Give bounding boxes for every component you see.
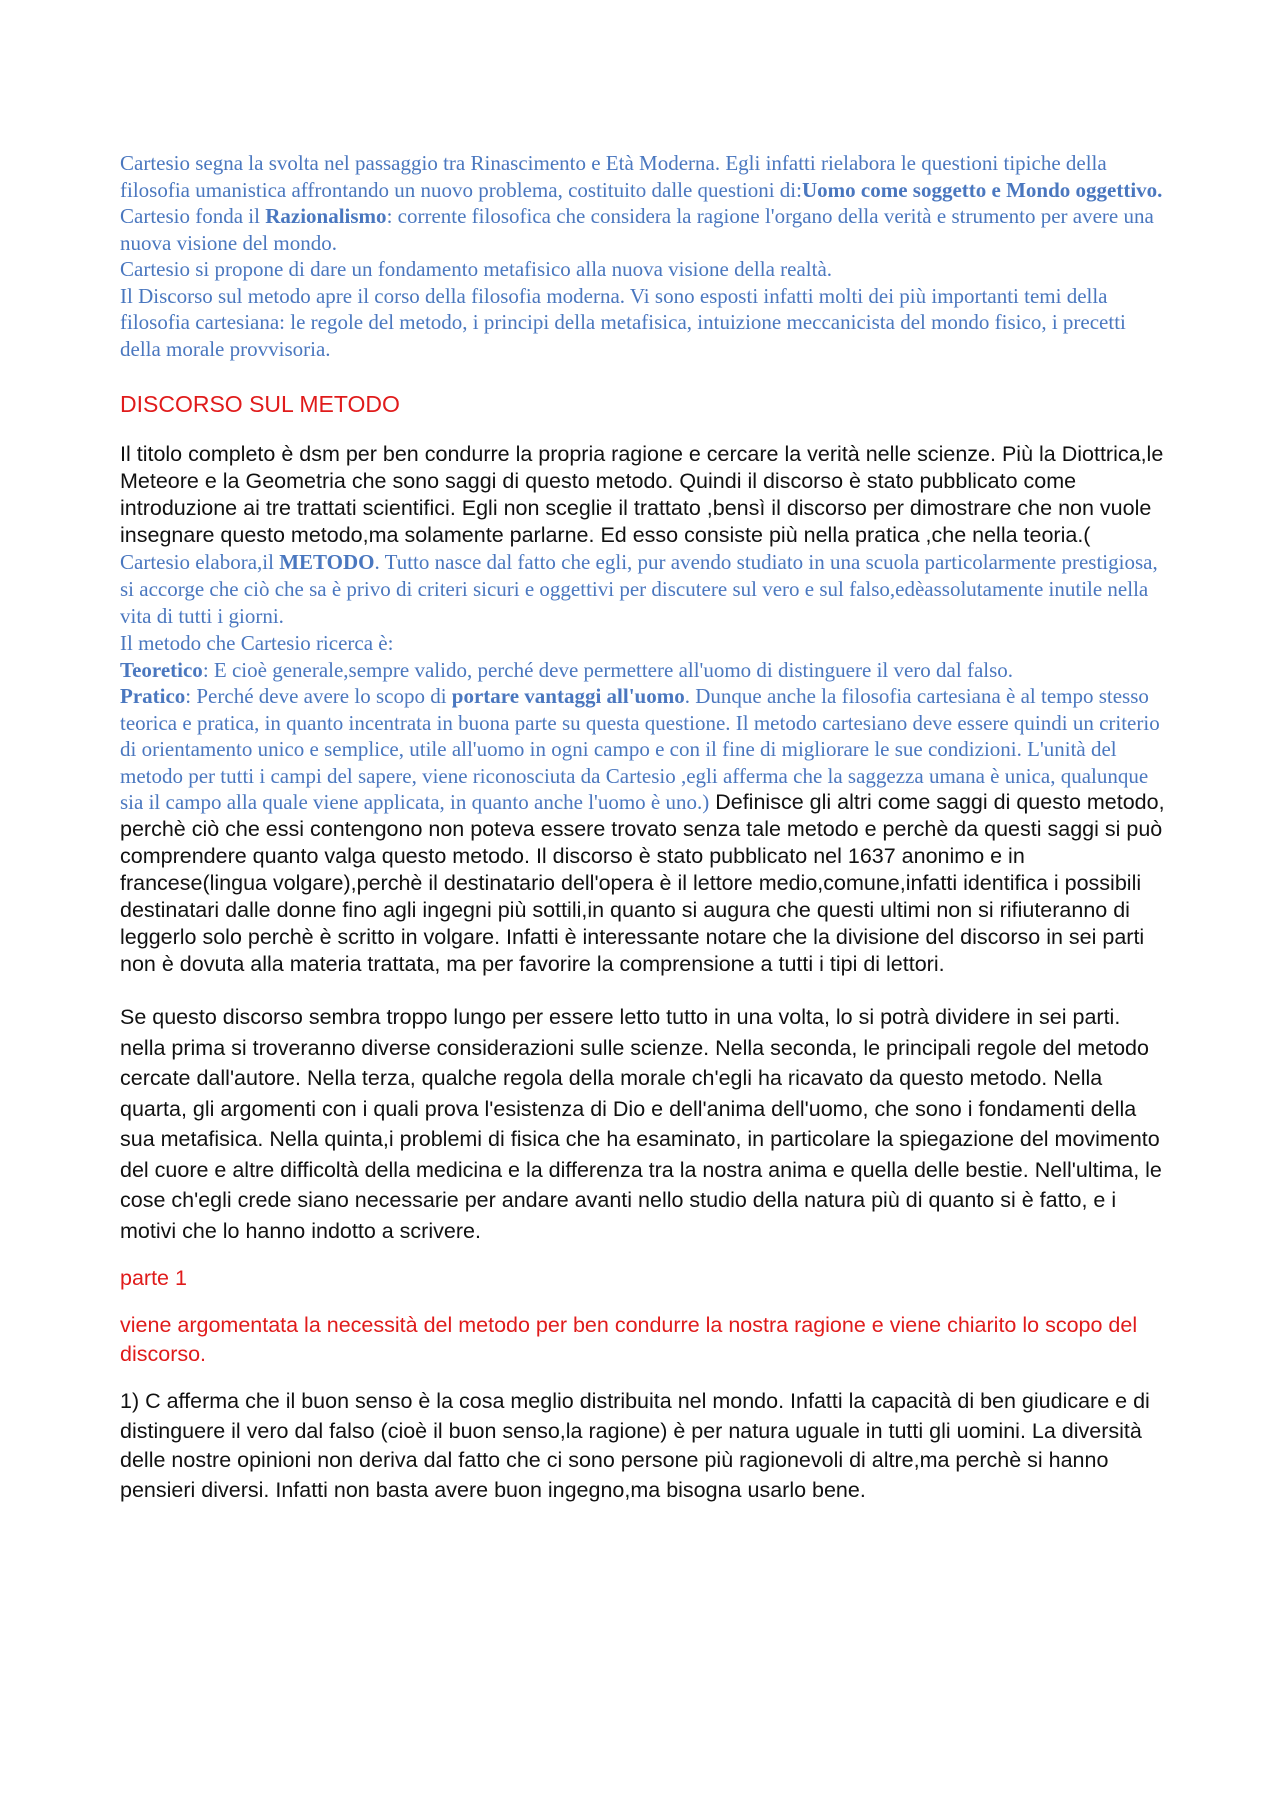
method-pratico: Pratico: Perché deve avere lo scopo di portare vantaggi all'uomo. Dunque anche la filosofia cartesiana è al tempo stesso teorica e pratica, in quanto incentrata in buona parte su questa questione. Il metodo cartesiano deve essere quindi un criterio di orientamento unico e semplice, utile all'uomo in ogni campo e con il fine di migliorare le sue condizioni. L'unità del metodo per tutti i campi del sapere, viene riconosciuta da Cartesio ,egli afferma che la saggezza umana è unica, qualunque sia il campo alla quale viene applicata, in quanto anche l'uomo è uno.) Definisce gli altri come saggi di questo metodo, perchè ciò che essi contengono non poteva essere trovato senza tale metodo e perchè da questi saggi si può comprendere quanto valga questo metodo. Il discorso è stato pubblicato nel 1637 anonimo e in francese(lingua volgare),perchè il destinatario dell'opera è il lettore medio,comune,infatti identifica i possibili destinatari dalle donne fino agli ingegni più sottili,in quanto si augura che questi ultimi non si rifiuteranno di leggerlo solo perchè è scritto in volgare. Infatti è interessante notare che la divisione del discorso in sei parti non è dovuta alla materia trattata, ma per favorire la comprensione a tutti i tipi di lettori. — [120, 684, 1165, 976]
intro-paragraph-4: Il Discorso sul metodo apre il corso della filosofia moderna. Vi sono esposti infatti molti dei più importanti temi della filosofia cartesiana: le regole del metodo, i principi della metafisica, intuizione meccanicista del mondo fisico, i precetti della morale provvisoria. — [120, 283, 1126, 361]
part-label: parte 1 — [120, 1266, 187, 1290]
body-paragraph-3: 1) C afferma che il buon senso è la cosa meglio distribuita nel mondo. Infatti la capacità di ben giudicare e di distinguere il vero dal falso (cioè il buon senso,la ragione) è per natura uguale in tutti gli uomini. La diversità delle nostre opinioni non deriva dal fatto che ci sono persone più ragionevoli di altre,ma perchè si hanno pensieri diversi. Infatti non basta avere buon ingegno,ma bisogna usarlo bene. — [120, 1389, 1150, 1502]
part-subtitle: viene argomentata la necessità del metodo per ben condurre la nostra ragione e viene chiarito lo scopo del discorso. — [120, 1313, 1138, 1366]
method-intro: Il metodo che Cartesio ricerca è: — [120, 631, 394, 655]
document-page — [120, 150, 1165, 1505]
body-paragraph-1: Il titolo completo è dsm per ben condurre la propria ragione e cercare la verità nelle scienze. Più la Diottrica,le Meteore e la Geometria che sono saggi di questo metodo. Quindi il discorso è stato pubblicato come introduzione ai tre trattati scientifici. Egli non sceglie il trattato ,bensì il discorso per dimostrare che non vuole insegnare questo metodo,ma solamente parlarne. Ed esso consiste più nella pratica ,che nella teoria.( Cartesio elabora,il METODO. Tutto nasce dal fatto che egli, pur avendo studiato in una scuola particolarmente prestigiosa, si accorge che ciò che sa è privo di criteri sicuri e oggettivi per discutere sul vero e sul falso,edèassolutamente inutile nella vita di tutti i giorni. — [120, 442, 1164, 628]
intro-paragraph-1: Cartesio segna la svolta nel passaggio tra Rinascimento e Età Moderna. Egli infatti rielabora le questioni tipiche della filosofia umanistica affrontando un nuovo problema, costituito dalle questioni di:Uomo come soggetto e Mondo oggettivo. — [120, 151, 1163, 202]
bold-metodo: METODO — [279, 550, 375, 574]
intro-bold-uomo: Uomo come soggetto e Mondo oggettivo. — [801, 177, 1163, 202]
section-heading: DISCORSO SUL METODO — [120, 391, 400, 417]
intro-paragraph-3: Cartesio si propone di dare un fondamento metafisico alla nuova visione della realtà. — [120, 257, 833, 281]
intro-paragraph-2: Cartesio fonda il Razionalismo: corrente filosofica che considera la ragione l'organo della verità e strumento per avere una nuova visione del mondo. — [120, 204, 1154, 255]
intro-block — [120, 150, 1165, 362]
intro-bold-razionalismo: Razionalismo — [265, 204, 387, 228]
body-paragraph-2: Se questo discorso sembra troppo lungo per essere letto tutto in una volta, lo si potrà dividere in sei parti. nella prima si troveranno diverse considerazioni sulle scienze. Nella seconda, le principali regole del metodo cercate dall'autore. Nella terza, qualche regola della morale ch'egli ha ricavato da questo metodo. Nella quarta, gli argomenti con i quali prova l'esistenza di Dio e dell'anima dell'uomo, che sono i fondamenti della sua metafisica. Nella quinta,i problemi di fisica che ha esaminato, in particolare la spiegazione del movimento del cuore e altre difficoltà della medicina e la differenza tra la nostra anima e quella delle bestie. Nell'ultima, le cose ch'egli crede siano necessarie per andare avanti nello studio della natura più di quanto si è fatto, e i motivi che lo hanno indotto a scrivere. — [120, 1005, 1162, 1243]
method-teoretico: Teoretico: E cioè generale,sempre valido, perché deve permettere all'uomo di distinguere il vero dal falso. — [120, 657, 1014, 682]
